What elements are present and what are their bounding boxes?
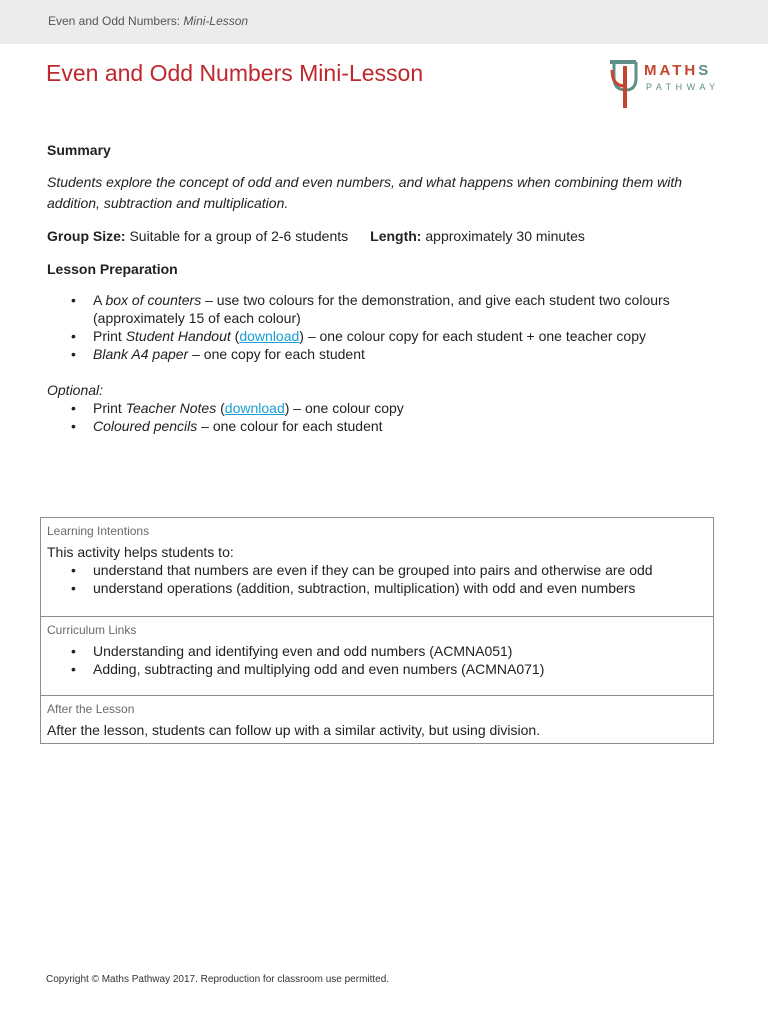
length-label: Length:: [370, 228, 422, 244]
summary-heading: Summary: [47, 142, 111, 158]
list-item: • Print Teacher Notes (download) – one colour copy: [93, 399, 717, 417]
list-item: • Coloured pencils – one colour for each student: [93, 417, 717, 435]
learning-intro: This activity helps students to:: [47, 544, 234, 560]
summary-body: Students explore the concept of odd and even numbers, and what happens when combining them with addition, subtraction and multiplication.: [47, 174, 683, 211]
list-item: • understand that numbers are even if they can be grouped into pairs and otherwise are odd: [93, 561, 707, 579]
group-size-line: [47, 226, 717, 246]
running-header: Even and Odd Numbers: Mini-Lesson: [48, 14, 249, 28]
list-item: • Understanding and identifying even and odd numbers (ACMNA051): [93, 642, 707, 660]
list-item: • Print Student Handout (download) – one colour copy for each student + one teacher copy: [93, 327, 717, 345]
after-lesson-label: After the Lesson: [47, 702, 135, 716]
optional-list: [47, 399, 717, 435]
curriculum-links-box: [40, 616, 714, 696]
list-item: • Blank A4 paper – one copy for each student: [93, 345, 717, 363]
logo-wordmark: MATHS: [644, 62, 712, 79]
learning-intentions-label: Learning Intentions: [47, 524, 150, 538]
lesson-content: [47, 140, 717, 435]
list-item: • Adding, subtracting and multiplying odd and even numbers (ACMNA071): [93, 660, 707, 678]
curriculum-links-label: Curriculum Links: [47, 623, 137, 637]
optional-heading: Optional:: [47, 382, 104, 398]
list-item: • A box of counters – use two colours for the demonstration, and give each student two colours (approximately 15 of each colour): [93, 291, 717, 327]
curriculum-list: [47, 642, 707, 678]
list-item: • understand operations (addition, subtraction, multiplication) with odd and even numbers: [93, 579, 707, 597]
after-lesson-box: [40, 695, 714, 744]
preparation-list: [47, 291, 717, 363]
student-handout-download-link[interactable]: download: [239, 328, 300, 344]
maths-pathway-logo: [606, 56, 726, 110]
copyright-footer: Copyright © Maths Pathway 2017. Reproduction for classroom use permitted.: [46, 974, 390, 985]
learning-intentions-box: [40, 517, 714, 617]
logo-subtext: PATHWAY: [646, 82, 720, 92]
learning-list: [47, 561, 707, 597]
teacher-notes-download-link[interactable]: download: [224, 400, 285, 416]
header-bar: [0, 0, 768, 44]
page-title: Even and Odd Numbers Mini-Lesson: [46, 60, 424, 86]
preparation-heading: Lesson Preparation: [47, 261, 178, 277]
logo-mark-icon: [606, 56, 640, 110]
length-value: approximately 30 minutes: [421, 228, 585, 244]
after-lesson-text: After the lesson, students can follow up with a similar activity, but using division.: [47, 722, 541, 738]
group-size-value: Suitable for a group of 2-6 students: [125, 228, 349, 244]
group-size-label: Group Size:: [47, 228, 126, 244]
